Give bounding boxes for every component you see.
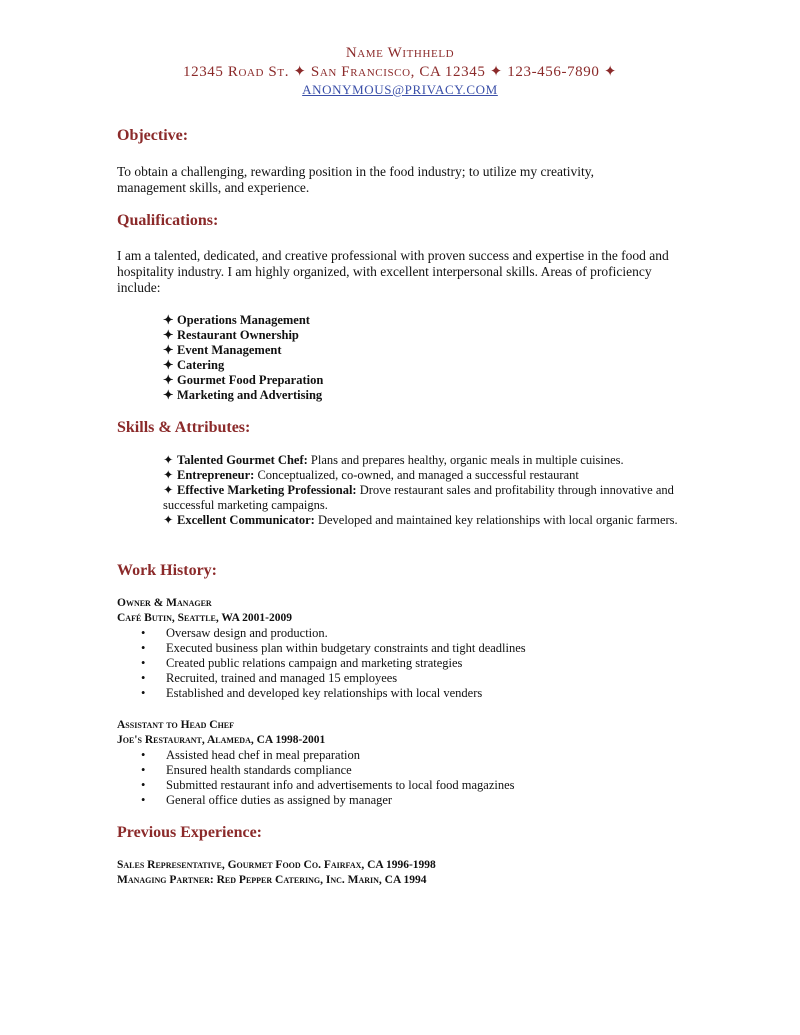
list-item: Managing Partner: Red Pepper Catering, Inc. Marin, CA 1994 (117, 874, 427, 886)
job-role: Owner & Manager (117, 597, 212, 609)
list-item: • Executed business plan within budgetary constraints and tight deadlines (141, 641, 526, 656)
diamond-star-icon: ✦ (163, 313, 174, 327)
job-entry (117, 718, 717, 748)
list-item: • Ensured health standards compliance (141, 763, 515, 778)
objective-text: To obtain a challenging, rewarding position in the food industry; to utilize my creativity, management skills, and experience. (117, 164, 594, 195)
job-place: Joe's Restaurant, Alameda, CA 1998-2001 (117, 734, 326, 746)
previous-experience-section (117, 823, 717, 843)
diamond-star-icon: ✦ (163, 513, 174, 527)
objective-section (117, 126, 717, 146)
section-title: Skills & Attributes: (117, 419, 251, 436)
list-item: • General office duties as assigned by manager (141, 793, 515, 808)
section-title: Objective: (117, 127, 189, 144)
list-item: • Recruited, trained and managed 15 employees (141, 671, 526, 686)
list-item: • Assisted head chef in meal preparation (141, 748, 515, 763)
diamond-star-icon: ✦ (163, 373, 174, 387)
qualification-list (163, 313, 683, 403)
job-role: Assistant to Head Chef (117, 719, 235, 731)
list-item: • Created public relations campaign and marketing strategies (141, 656, 526, 671)
skills-list (163, 453, 688, 528)
diamond-star-icon: ✦ (163, 328, 174, 342)
list-item: ✦ Excellent Communicator: Developed and maintained key relationships with local organic farmers. (163, 513, 678, 527)
email-link[interactable]: ANONYMOUS@PRIVACY.COM (302, 82, 498, 97)
list-item: ✦ Operations Management (163, 313, 310, 327)
list-item: • Established and developed key relationships with local venders (141, 686, 526, 701)
list-item: • Submitted restaurant info and advertisements to local food magazines (141, 778, 515, 793)
list-item: ✦ Marketing and Advertising (163, 388, 323, 402)
diamond-star-icon: ✦ (163, 453, 174, 467)
qualifications-text: I am a talented, dedicated, and creative professional with proven success and expertise in the food and hospitality industry. I am highly organized, with excellent interpersonal skills. Areas of proficiency include: (117, 248, 669, 295)
previous-list (117, 858, 717, 888)
qualifications-section (117, 211, 717, 231)
work-history-section (117, 561, 717, 581)
skills-section (117, 418, 717, 438)
diamond-star-icon: ✦ (163, 343, 174, 357)
job-bullets (141, 626, 526, 701)
list-item: • Oversaw design and production. (141, 626, 526, 641)
list-item: ✦ Effective Marketing Professional: Drove restaurant sales and profitability through innovative and successful marketing campaigns. (163, 483, 674, 512)
list-item: ✦ Gourmet Food Preparation (163, 373, 324, 387)
section-title: Work History: (117, 562, 217, 579)
candidate-name: Name Withheld (345, 45, 455, 61)
job-place: Café Butin, Seattle, WA 2001-2009 (117, 612, 293, 624)
list-item: ✦ Talented Gourmet Chef: Plans and prepares healthy, organic meals in multiple cuisines. (163, 453, 624, 467)
list-item: ✦ Restaurant Ownership (163, 328, 299, 342)
resume-header (0, 44, 800, 98)
list-item: Sales Representative, Gourmet Food Co. Fairfax, CA 1996-1998 (117, 859, 436, 871)
contact-line: 12345 Road St. ✦ San Francisco, CA 12345 ✦ 123-456-7890 ✦ (183, 64, 617, 80)
section-title: Qualifications: (117, 212, 219, 229)
diamond-star-icon: ✦ (163, 483, 174, 497)
diamond-star-icon: ✦ (163, 358, 174, 372)
diamond-star-icon: ✦ (163, 468, 174, 482)
list-item: ✦ Catering (163, 358, 225, 372)
job-bullets (141, 748, 515, 808)
list-item: ✦ Event Management (163, 343, 282, 357)
diamond-star-icon: ✦ (163, 388, 174, 402)
section-title: Previous Experience: (117, 824, 263, 841)
list-item: ✦ Entrepreneur: Conceptualized, co-owned, and managed a successful restaurant (163, 468, 579, 482)
job-entry (117, 596, 717, 626)
